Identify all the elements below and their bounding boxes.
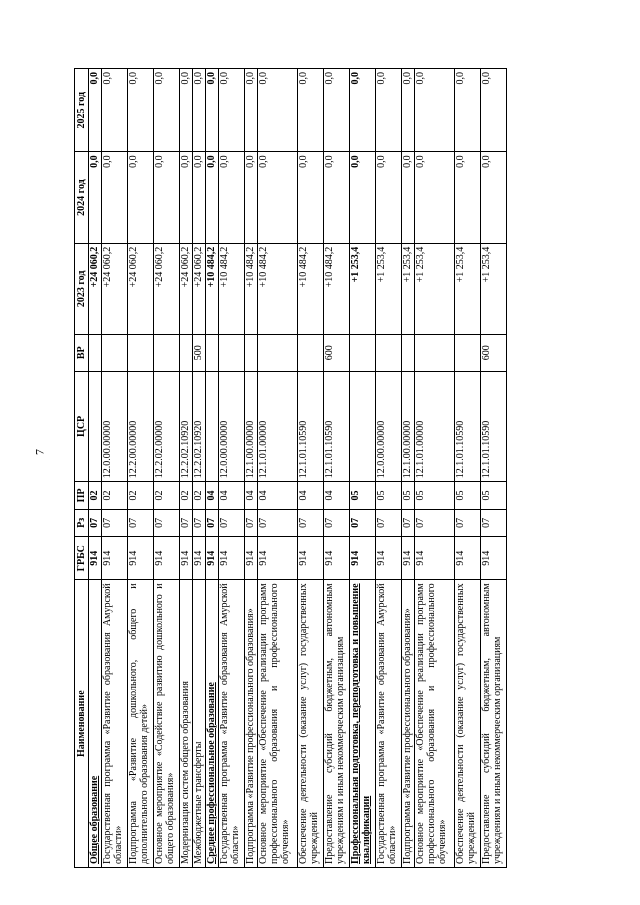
row-grbs: 914 — [219, 537, 245, 580]
row-grbs: 914 — [455, 537, 481, 580]
row-2023: +24 060,2 — [193, 243, 206, 334]
row-2024: 0,0 — [402, 152, 415, 243]
row-vr — [245, 335, 258, 372]
row-name: Предоставление субсидий бюджетным, автономным учреждениям и иным некоммерческим организациям — [324, 580, 350, 868]
row-pr: 04 — [258, 482, 298, 509]
row-2025: 0,0 — [89, 69, 102, 152]
header-row — [75, 69, 89, 868]
row-pr: 05 — [350, 482, 376, 509]
row-2023: +1 253,4 — [481, 243, 507, 334]
table-row — [350, 69, 376, 868]
row-pr: 05 — [376, 482, 402, 509]
row-2025: 0,0 — [455, 69, 481, 152]
row-2023: +1 253,4 — [376, 243, 402, 334]
row-name: Предоставление субсидий бюджетным, автономным учреждениям и иным некоммерческим организациям — [481, 580, 507, 868]
row-2024: 0,0 — [219, 152, 245, 243]
row-name: Подпрограмма «Развитие профессионального образования» — [245, 580, 258, 868]
table-row — [258, 69, 298, 868]
row-pr: 02 — [128, 482, 154, 509]
row-2023: +24 060,2 — [89, 243, 102, 334]
row-rz: 07 — [415, 509, 455, 536]
row-vr — [415, 335, 455, 372]
row-grbs: 914 — [481, 537, 507, 580]
row-2025: 0,0 — [481, 69, 507, 152]
row-rz: 07 — [206, 509, 219, 536]
row-2025: 0,0 — [154, 69, 180, 152]
row-2023: +1 253,4 — [415, 243, 455, 334]
row-csr: 12.2.02.00000 — [154, 371, 180, 482]
row-2023: +10 484,2 — [258, 243, 298, 334]
row-pr: 02 — [193, 482, 206, 509]
row-grbs: 914 — [180, 537, 193, 580]
row-rz: 07 — [402, 509, 415, 536]
header-2025: 2025 год — [75, 69, 89, 152]
row-pr: 02 — [180, 482, 193, 509]
row-2025: 0,0 — [350, 69, 376, 152]
row-vr — [180, 335, 193, 372]
row-name: Подпрограмма «Развитие дошкольного, общего и дополнительного образования детей» — [128, 580, 154, 868]
row-name: Основное мероприятие «Обеспечение реализации программ профессионального образования и профессионального обучения» — [258, 580, 298, 868]
table-row — [324, 69, 350, 868]
row-grbs: 914 — [350, 537, 376, 580]
header-name: Наименование — [75, 580, 89, 868]
table-row — [102, 69, 128, 868]
row-name: Основное мероприятие «Обеспечение реализации программ профессионального образования и профессионального обучения» — [415, 580, 455, 868]
row-2023: +24 060,2 — [128, 243, 154, 334]
page-number: 7 — [32, 449, 47, 455]
row-2023: +10 484,2 — [298, 243, 324, 334]
row-2023: +1 253,4 — [350, 243, 376, 334]
table-row — [193, 69, 206, 868]
table-row — [245, 69, 258, 868]
row-name: Профессиональная подготовка, переподготовка и повышение квалификации — [350, 580, 376, 868]
row-vr — [455, 335, 481, 372]
row-2025: 0,0 — [219, 69, 245, 152]
row-2025: 0,0 — [415, 69, 455, 152]
row-vr — [154, 335, 180, 372]
row-2025: 0,0 — [180, 69, 193, 152]
row-vr: 600 — [481, 335, 507, 372]
row-csr — [350, 371, 376, 482]
row-pr: 04 — [324, 482, 350, 509]
row-grbs: 914 — [402, 537, 415, 580]
row-vr — [298, 335, 324, 372]
row-grbs: 914 — [298, 537, 324, 580]
row-2023: +10 484,2 — [324, 243, 350, 334]
row-csr: 12.2.02.10920 — [180, 371, 193, 482]
row-name: Среднее профессиональное образование — [206, 580, 219, 868]
row-2023: +10 484,2 — [206, 243, 219, 334]
row-2025: 0,0 — [102, 69, 128, 152]
row-csr: 12.1.00.00000 — [402, 371, 415, 482]
table-row — [154, 69, 180, 868]
row-2024: 0,0 — [206, 152, 219, 243]
header-vr: ВР — [75, 335, 89, 372]
row-2024: 0,0 — [481, 152, 507, 243]
row-grbs: 914 — [193, 537, 206, 580]
table-row — [128, 69, 154, 868]
row-csr: 12.1.01.10590 — [455, 371, 481, 482]
row-rz: 07 — [180, 509, 193, 536]
row-rz: 07 — [298, 509, 324, 536]
row-name: Модернизация систем общего образования — [180, 580, 193, 868]
row-pr: 04 — [298, 482, 324, 509]
row-vr: 600 — [324, 335, 350, 372]
row-2025: 0,0 — [376, 69, 402, 152]
row-vr — [219, 335, 245, 372]
row-grbs: 914 — [154, 537, 180, 580]
row-csr — [206, 371, 219, 482]
row-2023: +1 253,4 — [402, 243, 415, 334]
row-vr: 500 — [193, 335, 206, 372]
row-name: Государственная программа «Развитие образования Амурской области» — [376, 580, 402, 868]
row-2024: 0,0 — [193, 152, 206, 243]
row-2024: 0,0 — [350, 152, 376, 243]
header-2024: 2024 год — [75, 152, 89, 243]
row-rz: 07 — [219, 509, 245, 536]
row-name: Обеспечение деятельности (оказание услуг) государственных учреждений — [455, 580, 481, 868]
row-2024: 0,0 — [258, 152, 298, 243]
row-vr — [128, 335, 154, 372]
row-2024: 0,0 — [102, 152, 128, 243]
row-csr: 12.1.01.10590 — [298, 371, 324, 482]
row-2024: 0,0 — [376, 152, 402, 243]
row-2023: +24 060,2 — [154, 243, 180, 334]
row-name: Обеспечение деятельности (оказание услуг) государственных учреждений — [298, 580, 324, 868]
row-rz: 07 — [376, 509, 402, 536]
row-2025: 0,0 — [324, 69, 350, 152]
row-grbs: 914 — [245, 537, 258, 580]
row-vr — [376, 335, 402, 372]
row-2023: +24 060,2 — [102, 243, 128, 334]
header-csr: ЦСР — [75, 371, 89, 482]
row-rz: 07 — [89, 509, 102, 536]
row-2024: 0,0 — [154, 152, 180, 243]
row-csr: 12.2.00.00000 — [128, 371, 154, 482]
row-csr: 12.0.00.00000 — [102, 371, 128, 482]
row-pr: 04 — [206, 482, 219, 509]
header-rz: Рз — [75, 509, 89, 536]
row-name: Государственная программа «Развитие образования Амурской области» — [102, 580, 128, 868]
row-vr — [258, 335, 298, 372]
rotated-table-container — [74, 68, 566, 868]
row-2024: 0,0 — [298, 152, 324, 243]
table-row — [415, 69, 455, 868]
header-2023: 2023 год — [75, 243, 89, 334]
row-rz: 07 — [258, 509, 298, 536]
row-vr — [402, 335, 415, 372]
row-rz: 07 — [350, 509, 376, 536]
row-pr: 05 — [415, 482, 455, 509]
row-csr: 12.1.01.00000 — [415, 371, 455, 482]
header-grbs: ГРБС — [75, 537, 89, 580]
row-grbs: 914 — [206, 537, 219, 580]
row-name: Межбюджетные трансферты — [193, 580, 206, 868]
row-pr: 05 — [481, 482, 507, 509]
row-pr: 04 — [245, 482, 258, 509]
row-vr — [350, 335, 376, 372]
table-row — [298, 69, 324, 868]
row-vr — [89, 335, 102, 372]
row-csr — [89, 371, 102, 482]
row-pr: 04 — [219, 482, 245, 509]
row-csr: 12.1.00.00000 — [245, 371, 258, 482]
row-rz: 07 — [324, 509, 350, 536]
table-row — [219, 69, 245, 868]
row-pr: 02 — [89, 482, 102, 509]
row-2024: 0,0 — [245, 152, 258, 243]
row-rz: 07 — [193, 509, 206, 536]
row-name: Государственная программа «Развитие образования Амурской области» — [219, 580, 245, 868]
row-csr: 12.0.00.00000 — [219, 371, 245, 482]
row-rz: 07 — [102, 509, 128, 536]
row-2025: 0,0 — [298, 69, 324, 152]
row-rz: 07 — [128, 509, 154, 536]
table-row — [206, 69, 219, 868]
row-grbs: 914 — [102, 537, 128, 580]
row-2024: 0,0 — [324, 152, 350, 243]
row-2025: 0,0 — [206, 69, 219, 152]
row-2023: +10 484,2 — [245, 243, 258, 334]
row-name: Основное мероприятие «Содействие развитию дошкольного и общего образования» — [154, 580, 180, 868]
budget-table — [74, 68, 507, 868]
row-name: Подпрограмма «Развитие профессионального образования» — [402, 580, 415, 868]
row-pr: 05 — [455, 482, 481, 509]
row-vr — [206, 335, 219, 372]
row-csr: 12.1.01.10590 — [324, 371, 350, 482]
row-rz: 07 — [154, 509, 180, 536]
row-2023: +10 484,2 — [219, 243, 245, 334]
row-grbs: 914 — [128, 537, 154, 580]
row-2025: 0,0 — [128, 69, 154, 152]
table-row — [455, 69, 481, 868]
table-row — [402, 69, 415, 868]
table-row — [180, 69, 193, 868]
table-row — [89, 69, 102, 868]
table-row — [376, 69, 402, 868]
row-rz: 07 — [245, 509, 258, 536]
header-pr: ПР — [75, 482, 89, 509]
row-2024: 0,0 — [180, 152, 193, 243]
row-2023: +1 253,4 — [455, 243, 481, 334]
row-2025: 0,0 — [193, 69, 206, 152]
row-grbs: 914 — [89, 537, 102, 580]
row-grbs: 914 — [376, 537, 402, 580]
row-2024: 0,0 — [415, 152, 455, 243]
row-grbs: 914 — [415, 537, 455, 580]
row-2025: 0,0 — [258, 69, 298, 152]
row-2025: 0,0 — [245, 69, 258, 152]
row-2024: 0,0 — [89, 152, 102, 243]
row-rz: 07 — [481, 509, 507, 536]
row-csr: 12.1.01.10590 — [481, 371, 507, 482]
row-csr: 12.2.02.10920 — [193, 371, 206, 482]
row-grbs: 914 — [324, 537, 350, 580]
row-pr: 02 — [154, 482, 180, 509]
row-name: Общее образование — [89, 580, 102, 868]
row-2023: +24 060,2 — [180, 243, 193, 334]
row-vr — [102, 335, 128, 372]
row-pr: 02 — [102, 482, 128, 509]
row-grbs: 914 — [258, 537, 298, 580]
row-csr: 12.0.00.00000 — [376, 371, 402, 482]
row-pr: 05 — [402, 482, 415, 509]
row-csr: 12.1.01.00000 — [258, 371, 298, 482]
table-row — [481, 69, 507, 868]
row-2024: 0,0 — [128, 152, 154, 243]
row-rz: 07 — [455, 509, 481, 536]
row-2025: 0,0 — [402, 69, 415, 152]
row-2024: 0,0 — [455, 152, 481, 243]
